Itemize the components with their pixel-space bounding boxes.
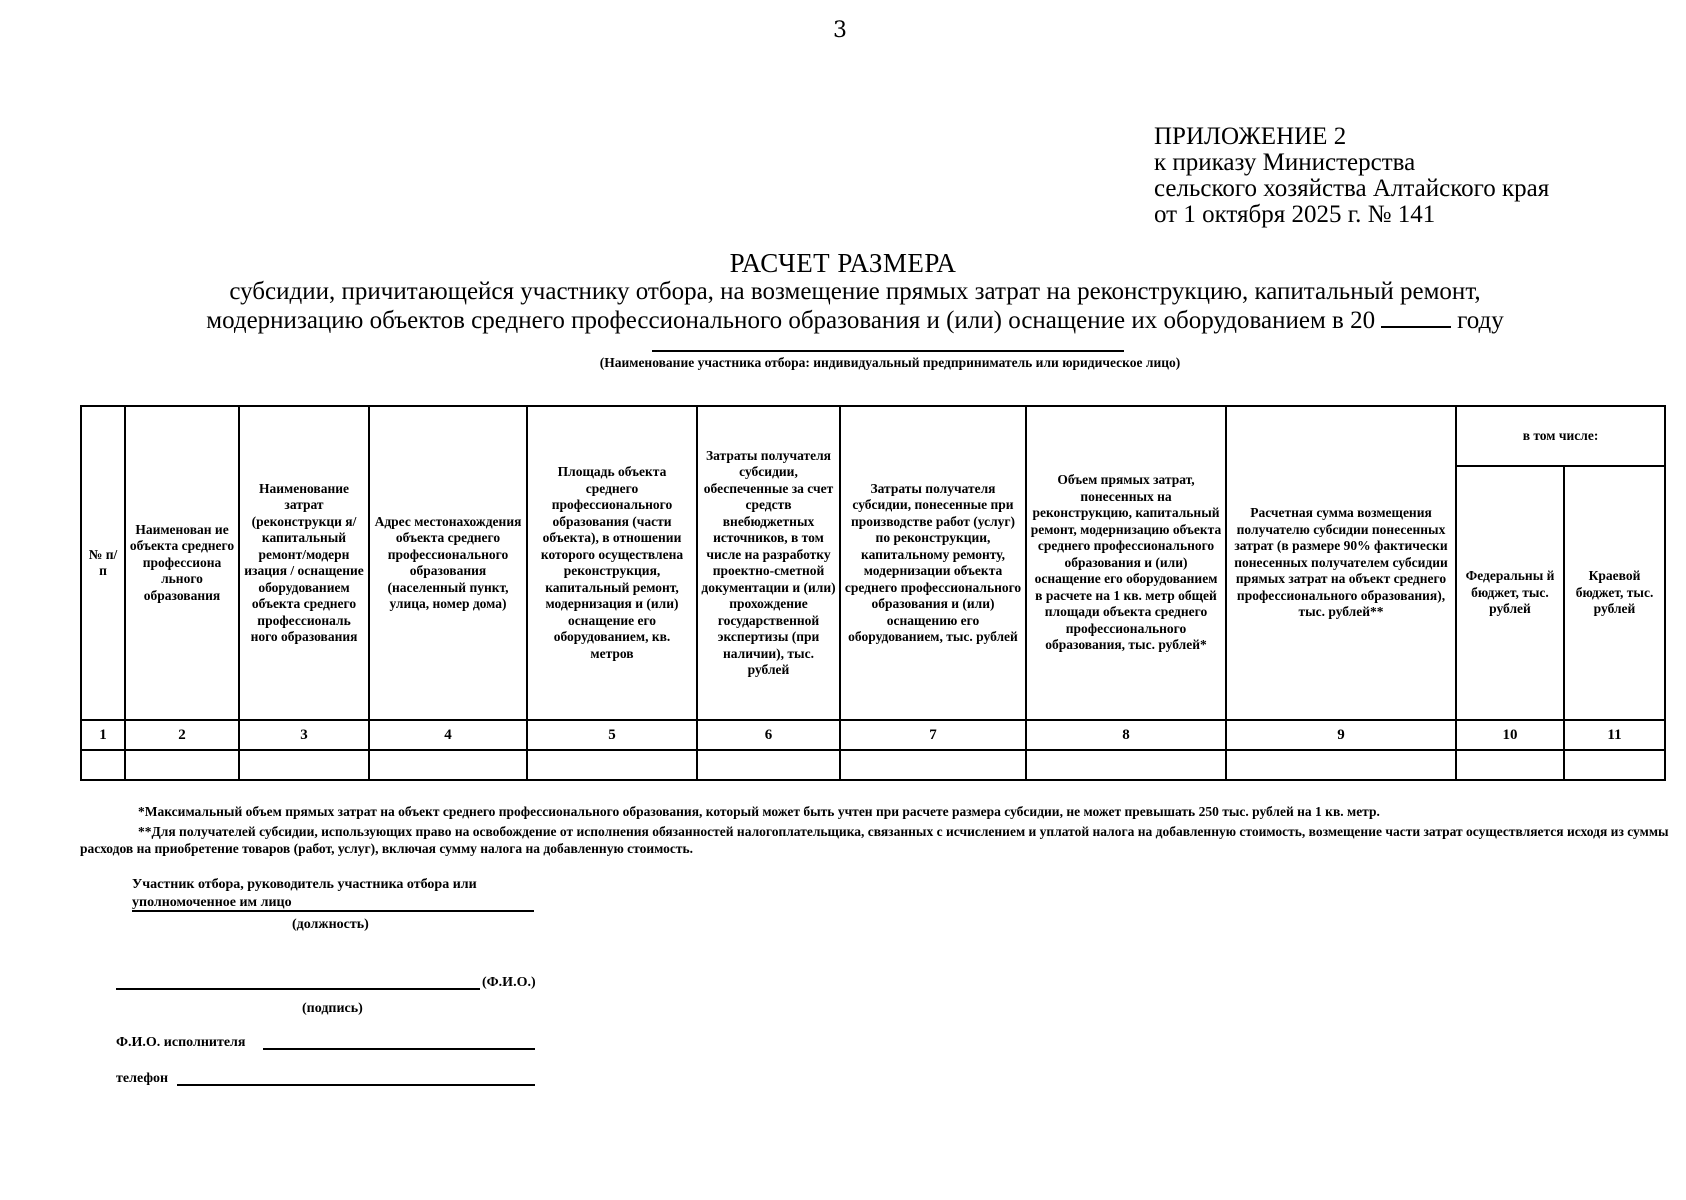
column-number: 3 <box>239 720 369 750</box>
empty-cell <box>81 750 125 780</box>
column-number: 1 <box>81 720 125 750</box>
participant-label-line-2: уполномоченное им лицо <box>132 895 292 910</box>
header-including: в том числе: <box>1456 406 1665 466</box>
position-line <box>132 910 534 912</box>
appendix-line-4: от 1 октября 2025 г. № 141 <box>1154 201 1436 228</box>
header-area: Площадь объекта среднего профессионального образования (части объекта), в отношении которого осуществлена реконструкция, капитальный ремонт, модернизация и (или) оснащение его оборудованием, кв. метров <box>527 406 697 720</box>
appendix-block <box>1154 124 1549 228</box>
column-number: 11 <box>1564 720 1665 750</box>
empty-cell <box>1026 750 1226 780</box>
fio-signature-line <box>116 988 480 990</box>
empty-cell <box>527 750 697 780</box>
phone-line <box>177 1084 535 1086</box>
empty-data-row <box>81 750 1665 780</box>
year-blank <box>1381 306 1451 328</box>
empty-cell <box>1226 750 1456 780</box>
appendix-line-3: сельского хозяйства Алтайского края <box>1154 175 1550 202</box>
subtitle-line-1: субсидии, причитающейся участнику отбора, на возмещение прямых затрат на реконструкцию, капитальный ремонт, <box>229 278 1481 305</box>
calculation-table <box>80 405 1666 781</box>
header-federal-budget: Федеральны й бюджет, тыс. рублей <box>1456 466 1564 720</box>
header-object-name: Наименован ие объекта среднего профессиона льного образования <box>125 406 239 720</box>
empty-cell <box>1456 750 1564 780</box>
empty-cell <box>125 750 239 780</box>
executor-label: Ф.И.О. исполнителя <box>116 1035 246 1050</box>
column-number: 9 <box>1226 720 1456 750</box>
fio-caption: (Ф.И.О.) <box>482 975 536 990</box>
position-caption: (должность) <box>292 917 369 932</box>
column-number: 5 <box>527 720 697 750</box>
header-cost-name: Наименование затрат (реконструкци я/капитальный ремонт/модерн изация / оснащение оборудованием объекта среднего профессиональ ного образования <box>239 406 369 720</box>
column-number: 10 <box>1456 720 1564 750</box>
document-subtitle <box>110 278 1600 335</box>
empty-cell <box>1564 750 1665 780</box>
header-regional-budget: Краевой бюджет, тыс. рублей <box>1564 466 1665 720</box>
document-title: РАСЧЕТ РАЗМЕРА <box>729 248 957 278</box>
footnote-1: *Максимальный объем прямых затрат на объект среднего профессионального образования, который может быть учтен при расчете размера субсидии, не может превышать 250 тыс. рублей на 1 кв. метр. <box>138 804 1380 819</box>
subtitle-line-2 <box>110 306 1600 335</box>
participant-name-line <box>652 350 1124 352</box>
subtitle-line-2-end: году <box>1457 307 1504 334</box>
header-reimbursement: Расчетная сумма возмещения получателю субсидии понесенных затрат (в размере 90% фактически понесенных получателем субсидии прямых затрат на объект среднего профессионального образования), тыс. рублей** <box>1226 406 1456 720</box>
header-extrabudget-costs: Затраты получателя субсидии, обеспеченные за счет средств внебюджетных источников, в том числе на разработку проектно-сметной документации и (или) прохождение государственной экспертизы (при наличии), тыс. рублей <box>697 406 840 720</box>
column-number: 6 <box>697 720 840 750</box>
executor-line <box>263 1048 535 1050</box>
signature-caption: (подпись) <box>302 1001 363 1016</box>
column-number: 4 <box>369 720 527 750</box>
header-costs-per-sqm: Объем прямых затрат, понесенных на реконструкцию, капитальный ремонт, модернизацию объекта среднего профессионального образования и (или) оснащение его оборудованием в расчете на 1 кв. метр общей площади объекта среднего профессионального образования, тыс. рублей* <box>1026 406 1226 720</box>
phone-label: телефон <box>116 1071 169 1086</box>
participant-label-line-1: Участник отбора, руководитель участника отбора или <box>132 877 477 892</box>
empty-cell <box>697 750 840 780</box>
empty-cell <box>239 750 369 780</box>
appendix-line-2: к приказу Министерства <box>1154 149 1416 176</box>
page-number: 3 <box>833 18 847 43</box>
column-number: 8 <box>1026 720 1226 750</box>
appendix-line-1: ПРИЛОЖЕНИЕ 2 <box>1154 123 1347 150</box>
footnote-2: **Для получателей субсидии, использующих право на освобождение от исполнения обязанностей налогоплательщика, связанных с исчислением и уплатой налога на добавленную стоимость, возмещение части затрат осуществляется исходя из суммы расходов на приобретение товаров (работ, услуг), включая сумму налога на добавленную стоимость. <box>80 824 1669 856</box>
participant-name-caption: (Наименование участника отбора: индивидуальный предприниматель или юридическое лицо) <box>599 355 1181 370</box>
header-work-costs: Затраты получателя субсидии, понесенные при производстве работ (услуг) по реконструкции, капитальному ремонту, модернизации объекта среднего профессионального образования и (или) оснащению его оборудованием, тыс. рублей <box>840 406 1026 720</box>
header-address: Адрес местонахождения объекта среднего профессионального образования (населенный пункт, улица, номер дома) <box>369 406 527 720</box>
column-number: 2 <box>125 720 239 750</box>
column-number: 7 <box>840 720 1026 750</box>
header-number: № п/п <box>81 406 125 720</box>
subtitle-line-2-text: модернизацию объектов среднего профессионального образования и (или) оснащение их оборудованием в 20 <box>206 307 1376 334</box>
empty-cell <box>369 750 527 780</box>
empty-cell <box>840 750 1026 780</box>
column-numbers-row <box>81 720 1665 750</box>
